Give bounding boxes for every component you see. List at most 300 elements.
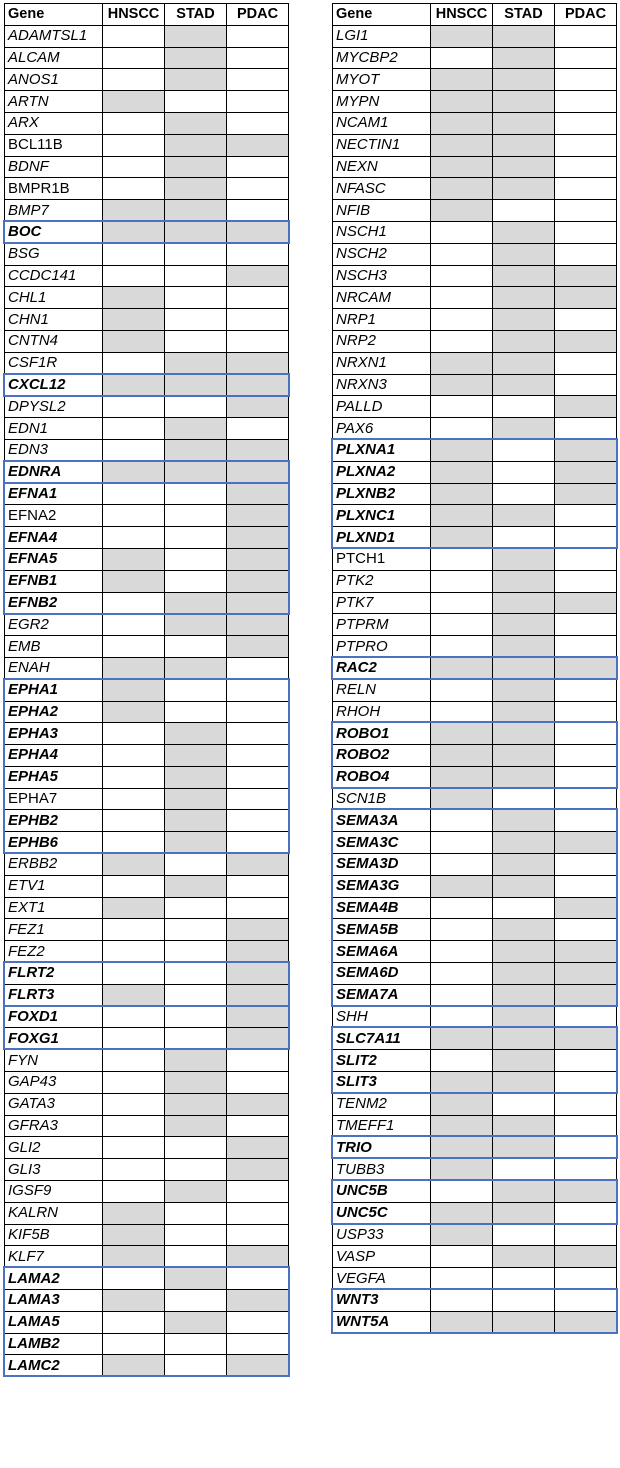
pdac-cell [555, 461, 617, 483]
hnscc-cell [431, 505, 493, 527]
gene-name-cell: CHL1 [5, 287, 103, 309]
gene-name-cell: NECTIN1 [333, 134, 431, 156]
hnscc-cell [431, 112, 493, 134]
gene-name-cell: VASP [333, 1246, 431, 1268]
stad-cell [165, 810, 227, 832]
hnscc-cell [431, 374, 493, 396]
hnscc-cell [103, 527, 165, 549]
stad-cell [493, 745, 555, 767]
pdac-cell [555, 396, 617, 418]
table-row [5, 287, 289, 309]
hnscc-cell [103, 1311, 165, 1333]
gene-name-cell: SLIT3 [333, 1072, 431, 1094]
hnscc-cell [431, 156, 493, 178]
table-row [333, 483, 617, 505]
stad-cell [493, 984, 555, 1006]
table-row [5, 941, 289, 963]
gene-name-cell: ARX [5, 112, 103, 134]
stad-cell [493, 178, 555, 200]
table-row [333, 1290, 617, 1312]
pdac-cell [227, 1224, 289, 1246]
stad-cell [493, 47, 555, 69]
stad-cell [165, 47, 227, 69]
table-row [333, 810, 617, 832]
stad-cell [165, 701, 227, 723]
pdac-cell [227, 1311, 289, 1333]
hnscc-cell [431, 91, 493, 113]
table-row [5, 527, 289, 549]
table-row [333, 221, 617, 243]
hnscc-cell [103, 396, 165, 418]
hnscc-cell [103, 1333, 165, 1355]
table-row [5, 1202, 289, 1224]
stad-cell [165, 963, 227, 985]
table-row [333, 897, 617, 919]
header-pdac: PDAC [227, 4, 289, 26]
gene-name-cell: NRP1 [333, 309, 431, 331]
stad-cell [165, 461, 227, 483]
table-row [333, 984, 617, 1006]
hnscc-cell [431, 69, 493, 91]
table-row [5, 919, 289, 941]
stad-cell [165, 636, 227, 658]
table-row [333, 919, 617, 941]
hnscc-cell [103, 570, 165, 592]
table-row [5, 832, 289, 854]
pdac-cell [227, 1028, 289, 1050]
gene-name-cell: KLF7 [5, 1246, 103, 1268]
hnscc-cell [103, 1246, 165, 1268]
hnscc-cell [431, 483, 493, 505]
pdac-cell [555, 374, 617, 396]
stad-cell [165, 919, 227, 941]
stad-cell [493, 418, 555, 440]
hnscc-cell [103, 1159, 165, 1181]
gene-name-cell: NFASC [333, 178, 431, 200]
table-row [333, 1202, 617, 1224]
table-row [333, 265, 617, 287]
gene-name-cell: IGSF9 [5, 1181, 103, 1203]
hnscc-cell [103, 91, 165, 113]
stad-cell [493, 1268, 555, 1290]
table-row [5, 1333, 289, 1355]
hnscc-cell [431, 592, 493, 614]
stad-cell [493, 134, 555, 156]
table-row [5, 221, 289, 243]
stad-cell [493, 657, 555, 679]
hnscc-cell [431, 1246, 493, 1268]
header-row [5, 4, 289, 26]
table-row [333, 657, 617, 679]
table-row [333, 178, 617, 200]
gene-name-cell: GLI2 [5, 1137, 103, 1159]
hnscc-cell [103, 1224, 165, 1246]
stad-cell [165, 1050, 227, 1072]
table-row [333, 1137, 617, 1159]
pdac-cell [555, 200, 617, 222]
hnscc-cell [103, 614, 165, 636]
pdac-cell [227, 243, 289, 265]
pdac-cell [227, 47, 289, 69]
stad-cell [493, 1224, 555, 1246]
stad-cell [165, 1115, 227, 1137]
gene-name-cell: TRIO [333, 1137, 431, 1159]
hnscc-cell [431, 919, 493, 941]
pdac-cell [555, 505, 617, 527]
pdac-cell [555, 1159, 617, 1181]
pdac-cell [555, 1093, 617, 1115]
gene-name-cell: SEMA7A [333, 984, 431, 1006]
pdac-cell [555, 614, 617, 636]
table-row [333, 614, 617, 636]
hnscc-cell [431, 963, 493, 985]
header-gene: Gene [5, 4, 103, 26]
pdac-cell [227, 1159, 289, 1181]
stad-cell [165, 854, 227, 876]
gene-name-cell: BCL11B [5, 134, 103, 156]
stad-cell [165, 1006, 227, 1028]
gene-name-cell: PLXNC1 [333, 505, 431, 527]
table-row [333, 1224, 617, 1246]
gene-name-cell: SEMA3C [333, 832, 431, 854]
pdac-cell [227, 505, 289, 527]
stad-cell [165, 984, 227, 1006]
gene-name-cell: EPHA5 [5, 766, 103, 788]
hnscc-cell [431, 701, 493, 723]
stad-cell [493, 854, 555, 876]
hnscc-cell [103, 1072, 165, 1094]
hnscc-cell [431, 287, 493, 309]
pdac-cell [227, 570, 289, 592]
stad-cell [493, 200, 555, 222]
gene-name-cell: PAX6 [333, 418, 431, 440]
gene-name-cell: EFNB2 [5, 592, 103, 614]
hnscc-cell [103, 1181, 165, 1203]
pdac-cell [555, 723, 617, 745]
pdac-cell [555, 657, 617, 679]
hnscc-cell [431, 1006, 493, 1028]
stad-cell [493, 766, 555, 788]
gene-name-cell: ROBO4 [333, 766, 431, 788]
gene-name-cell: MYOT [333, 69, 431, 91]
stad-cell [493, 1115, 555, 1137]
stad-cell [165, 875, 227, 897]
pdac-cell [555, 1181, 617, 1203]
pdac-cell [227, 1333, 289, 1355]
table-row [333, 1181, 617, 1203]
pdac-cell [227, 1246, 289, 1268]
hnscc-cell [431, 941, 493, 963]
pdac-cell [555, 854, 617, 876]
hnscc-cell [103, 1355, 165, 1377]
table-row [5, 614, 289, 636]
header-row [333, 4, 617, 26]
hnscc-cell [431, 418, 493, 440]
gene-name-cell: GLI3 [5, 1159, 103, 1181]
table-row [333, 47, 617, 69]
stad-cell [165, 25, 227, 47]
pdac-cell [555, 156, 617, 178]
pdac-cell [227, 832, 289, 854]
table-row [5, 91, 289, 113]
pdac-cell [555, 134, 617, 156]
gene-name-cell: ANOS1 [5, 69, 103, 91]
gene-name-cell: FOXD1 [5, 1006, 103, 1028]
pdac-cell [227, 1290, 289, 1312]
table-row [333, 1311, 617, 1333]
stad-cell [165, 1072, 227, 1094]
pdac-cell [555, 265, 617, 287]
hnscc-cell [431, 766, 493, 788]
gene-name-cell: NRCAM [333, 287, 431, 309]
gene-name-cell: TENM2 [333, 1093, 431, 1115]
stad-cell [165, 527, 227, 549]
stad-cell [165, 832, 227, 854]
gene-name-cell: VEGFA [333, 1268, 431, 1290]
pdac-cell [227, 592, 289, 614]
table-row [333, 25, 617, 47]
hnscc-cell [431, 1202, 493, 1224]
gene-name-cell: SEMA3D [333, 854, 431, 876]
stad-cell [165, 374, 227, 396]
table-row [333, 374, 617, 396]
stad-cell [493, 636, 555, 658]
hnscc-cell [431, 1093, 493, 1115]
hnscc-cell [103, 330, 165, 352]
table-row [5, 1050, 289, 1072]
gene-name-cell: EXT1 [5, 897, 103, 919]
gene-table-right [332, 3, 617, 1334]
hnscc-cell [431, 570, 493, 592]
pdac-cell [227, 1181, 289, 1203]
table-row [5, 701, 289, 723]
pdac-cell [227, 461, 289, 483]
stad-cell [165, 178, 227, 200]
pdac-cell [227, 178, 289, 200]
pdac-cell [555, 570, 617, 592]
hnscc-cell [431, 1050, 493, 1072]
pdac-cell [227, 636, 289, 658]
stad-cell [165, 221, 227, 243]
table-row [333, 418, 617, 440]
hnscc-cell [103, 1050, 165, 1072]
gene-name-cell: NFIB [333, 200, 431, 222]
gene-name-cell: NRP2 [333, 330, 431, 352]
table-row [5, 897, 289, 919]
table-row [5, 1290, 289, 1312]
stad-cell [493, 112, 555, 134]
gene-name-cell: SEMA5B [333, 919, 431, 941]
gene-name-cell: ROBO2 [333, 745, 431, 767]
hnscc-cell [431, 178, 493, 200]
stad-cell [165, 570, 227, 592]
stad-cell [493, 527, 555, 549]
hnscc-cell [103, 134, 165, 156]
gene-name-cell: SEMA3G [333, 875, 431, 897]
pdac-cell [227, 1202, 289, 1224]
gene-name-cell: GFRA3 [5, 1115, 103, 1137]
stad-cell [493, 679, 555, 701]
table-row [5, 810, 289, 832]
table-row [333, 287, 617, 309]
gene-name-cell: NCAM1 [333, 112, 431, 134]
pdac-cell [555, 1137, 617, 1159]
stad-cell [493, 941, 555, 963]
hnscc-cell [431, 636, 493, 658]
pdac-cell [555, 1050, 617, 1072]
pdac-cell [555, 243, 617, 265]
pdac-cell [555, 1311, 617, 1333]
stad-cell [493, 1050, 555, 1072]
gene-name-cell: PTK2 [333, 570, 431, 592]
pdac-cell [227, 309, 289, 331]
pdac-cell [555, 1028, 617, 1050]
hnscc-cell [103, 156, 165, 178]
stad-cell [165, 592, 227, 614]
hnscc-cell [431, 1115, 493, 1137]
table-row [5, 570, 289, 592]
table-row [5, 963, 289, 985]
pdac-cell [555, 1268, 617, 1290]
hnscc-cell [103, 374, 165, 396]
hnscc-cell [431, 47, 493, 69]
table-row [333, 527, 617, 549]
table-row [5, 374, 289, 396]
hnscc-cell [431, 832, 493, 854]
gene-name-cell: CHN1 [5, 309, 103, 331]
header-gene: Gene [333, 4, 431, 26]
stad-cell [493, 875, 555, 897]
stad-cell [165, 614, 227, 636]
gene-name-cell: BMP7 [5, 200, 103, 222]
table-row [333, 941, 617, 963]
gene-name-cell: NRXN1 [333, 352, 431, 374]
table-row [5, 483, 289, 505]
gene-name-cell: PLXNA1 [333, 439, 431, 461]
gene-name-cell: LGI1 [333, 25, 431, 47]
hnscc-cell [431, 1224, 493, 1246]
stad-cell [165, 396, 227, 418]
gene-name-cell: CCDC141 [5, 265, 103, 287]
gene-name-cell: EFNA5 [5, 548, 103, 570]
hnscc-cell [103, 1006, 165, 1028]
pdac-cell [227, 200, 289, 222]
hnscc-cell [431, 309, 493, 331]
table-row [5, 854, 289, 876]
pdac-cell [555, 1115, 617, 1137]
gene-name-cell: FLRT3 [5, 984, 103, 1006]
gene-name-cell: LAMB2 [5, 1333, 103, 1355]
table-row [5, 1072, 289, 1094]
stad-cell [165, 287, 227, 309]
pdac-cell [227, 701, 289, 723]
gene-name-cell: ERBB2 [5, 854, 103, 876]
hnscc-cell [103, 200, 165, 222]
hnscc-cell [103, 897, 165, 919]
table-row [5, 723, 289, 745]
pdac-cell [227, 134, 289, 156]
stad-cell [493, 701, 555, 723]
stad-cell [493, 919, 555, 941]
gene-name-cell: SEMA6A [333, 941, 431, 963]
table-row [5, 461, 289, 483]
gene-name-cell: NEXN [333, 156, 431, 178]
table-row [5, 548, 289, 570]
stad-cell [493, 156, 555, 178]
stad-cell [493, 330, 555, 352]
hnscc-cell [431, 657, 493, 679]
stad-cell [493, 265, 555, 287]
pdac-cell [555, 897, 617, 919]
gene-name-cell: CNTN4 [5, 330, 103, 352]
gene-name-cell: SEMA6D [333, 963, 431, 985]
stad-cell [493, 483, 555, 505]
gene-name-cell: RAC2 [333, 657, 431, 679]
gene-name-cell: ARTN [5, 91, 103, 113]
stad-cell [165, 941, 227, 963]
table-row [333, 1246, 617, 1268]
hnscc-cell [103, 352, 165, 374]
stad-cell [493, 832, 555, 854]
gene-name-cell: EPHA2 [5, 701, 103, 723]
gene-name-cell: NSCH2 [333, 243, 431, 265]
pdac-cell [227, 745, 289, 767]
pdac-cell [227, 439, 289, 461]
table-row [5, 636, 289, 658]
pdac-cell [555, 221, 617, 243]
stad-cell [165, 200, 227, 222]
stad-cell [493, 1006, 555, 1028]
pdac-cell [227, 91, 289, 113]
hnscc-cell [431, 439, 493, 461]
stad-cell [165, 1181, 227, 1203]
table-row [5, 657, 289, 679]
hnscc-cell [103, 1093, 165, 1115]
stad-cell [493, 1072, 555, 1094]
gene-name-cell: PTPRO [333, 636, 431, 658]
table-row [333, 854, 617, 876]
table-row [5, 1093, 289, 1115]
stad-cell [165, 112, 227, 134]
table-row [333, 548, 617, 570]
table-row [5, 1115, 289, 1137]
table-row [5, 1159, 289, 1181]
stad-cell [165, 766, 227, 788]
gene-name-cell: ETV1 [5, 875, 103, 897]
hnscc-cell [103, 309, 165, 331]
pdac-cell [555, 418, 617, 440]
pdac-cell [227, 396, 289, 418]
hnscc-cell [431, 810, 493, 832]
gene-name-cell: NRXN3 [333, 374, 431, 396]
stad-cell [165, 1311, 227, 1333]
stad-cell [165, 1159, 227, 1181]
pdac-cell [555, 919, 617, 941]
gene-name-cell: MYPN [333, 91, 431, 113]
table-row [5, 352, 289, 374]
gene-name-cell: EDN3 [5, 439, 103, 461]
table-row [5, 330, 289, 352]
gene-name-cell: CSF1R [5, 352, 103, 374]
hnscc-cell [103, 461, 165, 483]
pdac-cell [555, 112, 617, 134]
stad-cell [165, 483, 227, 505]
stad-cell [493, 69, 555, 91]
table-row [5, 178, 289, 200]
gene-name-cell: GATA3 [5, 1093, 103, 1115]
pdac-cell [227, 614, 289, 636]
pdac-cell [227, 1050, 289, 1072]
